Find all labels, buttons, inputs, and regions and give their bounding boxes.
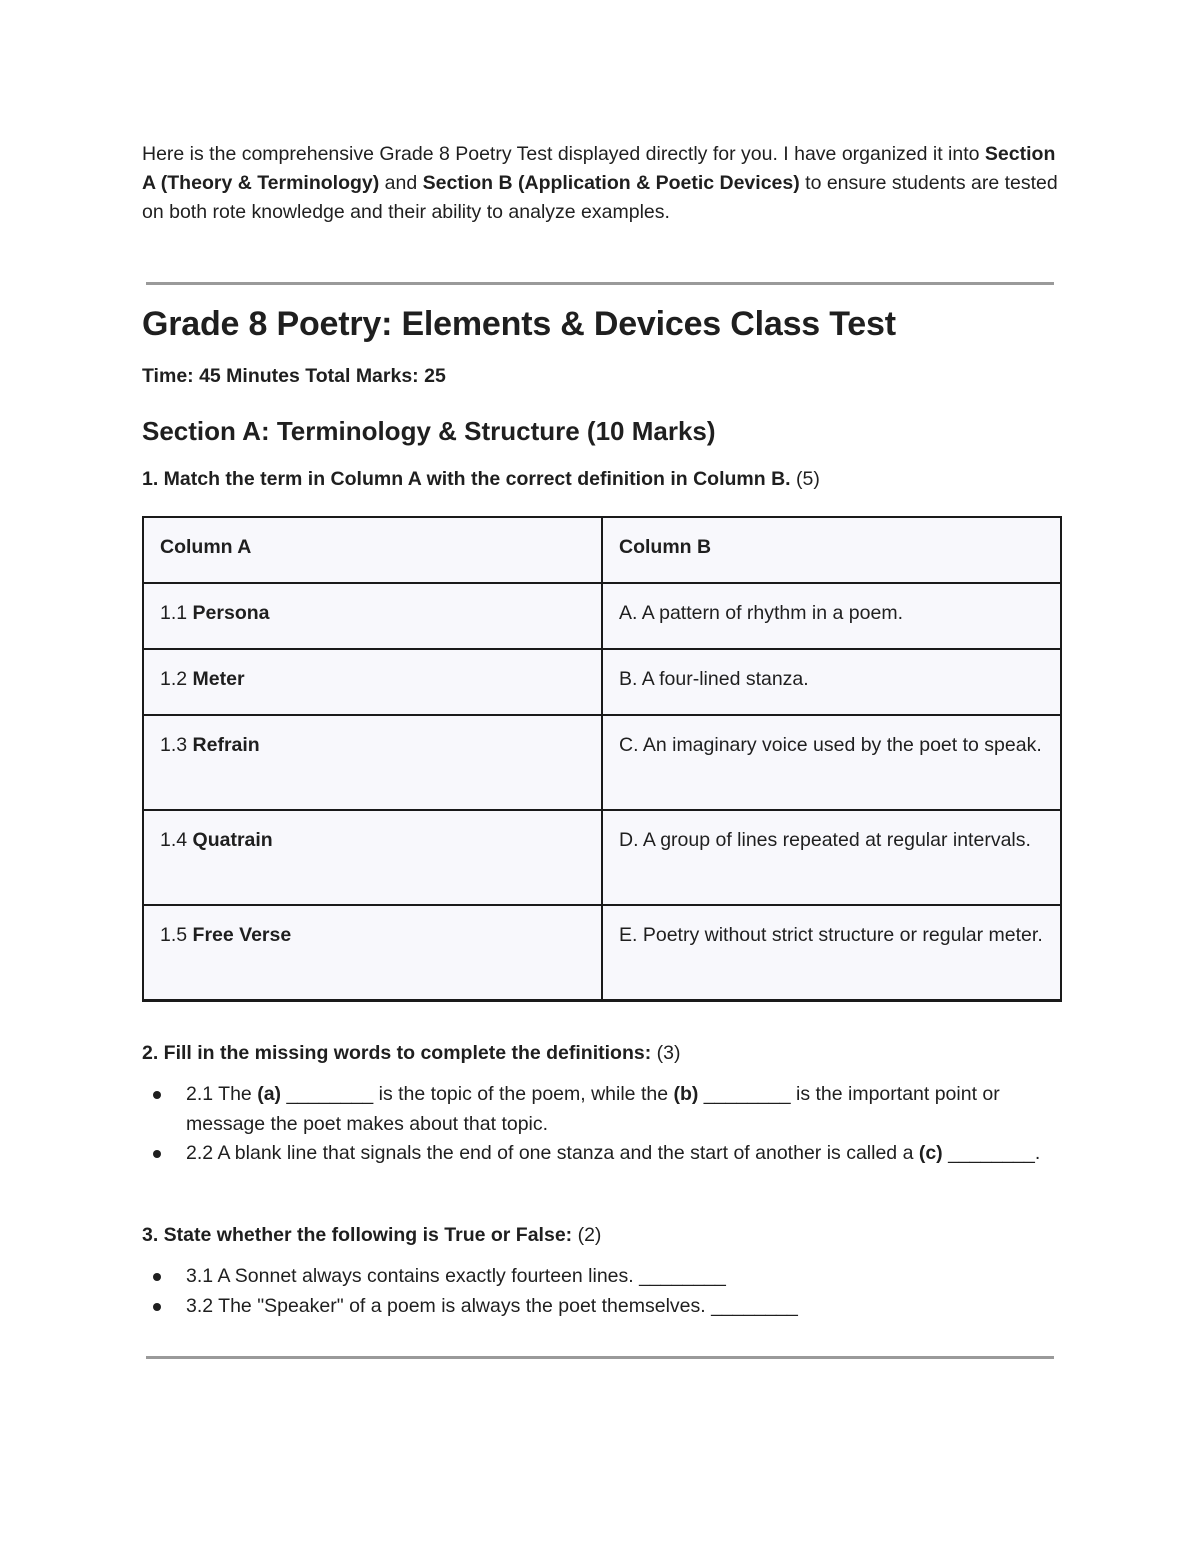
table-row xyxy=(143,715,1061,810)
definition-cell: B. A four-lined stanza. xyxy=(602,649,1061,715)
intro-bold-section-b: Section B (Application & Poetic Devices) xyxy=(422,172,800,194)
table-header-cell: Column A xyxy=(143,517,602,583)
term-cell: 1.1 Persona xyxy=(143,583,602,649)
test-meta: Time: 45 Minutes Total Marks: 25 xyxy=(142,365,446,387)
horizontal-rule xyxy=(146,282,1054,285)
table-row xyxy=(143,649,1061,715)
table-row xyxy=(143,583,1061,649)
list-item: 3.2 The "Speaker" of a poem is always the poet themselves. ________ xyxy=(142,1292,1062,1322)
intro-bold-section-a: Section A (Theory & Terminology) xyxy=(142,143,1056,194)
table-header-row xyxy=(143,517,1061,583)
section-a-title: Section A: Terminology & Structure (10 Marks) xyxy=(142,416,716,446)
term-cell: 1.3 Refrain xyxy=(143,715,602,810)
definition-cell: C. An imaginary voice used by the poet to speak. xyxy=(602,715,1061,810)
matching-table xyxy=(142,516,1062,1002)
question-2-list xyxy=(142,1080,1062,1169)
definition-cell: D. A group of lines repeated at regular intervals. xyxy=(602,810,1061,905)
list-item: 2.2 A blank line that signals the end of one stanza and the start of another is called a (c) ________. xyxy=(142,1139,1062,1169)
question-1: 1. Match the term in Column A with the correct definition in Column B. (5) xyxy=(142,468,820,490)
table-header-cell: Column B xyxy=(602,517,1061,583)
table-row xyxy=(143,905,1061,1000)
definition-cell: A. A pattern of rhythm in a poem. xyxy=(602,583,1061,649)
list-item: 2.1 The (a) ________ is the topic of the poem, while the (b) ________ is the important point or message the poet makes about that topic. xyxy=(142,1080,1062,1139)
question-3-list xyxy=(142,1262,1062,1321)
question-3: 3. State whether the following is True or False: (2) xyxy=(142,1224,602,1246)
term-cell: 1.5 Free Verse xyxy=(143,905,602,1000)
intro-paragraph: Here is the comprehensive Grade 8 Poetry Test displayed directly for you. I have organized it into Section A (Theory & Terminology) and Section B (Application & Poetic Devices) to ensure students are tested on both rote knowledge and their ability to analyze examples. xyxy=(142,143,1058,223)
horizontal-rule xyxy=(146,1356,1054,1359)
term-cell: 1.4 Quatrain xyxy=(143,810,602,905)
page-title: Grade 8 Poetry: Elements & Devices Class Test xyxy=(142,305,896,343)
definition-cell: E. Poetry without strict structure or regular meter. xyxy=(602,905,1061,1000)
table-row xyxy=(143,810,1061,905)
list-item: 3.1 A Sonnet always contains exactly fourteen lines. ________ xyxy=(142,1262,1062,1292)
question-2: 2. Fill in the missing words to complete the definitions: (3) xyxy=(142,1042,681,1064)
term-cell: 1.2 Meter xyxy=(143,649,602,715)
